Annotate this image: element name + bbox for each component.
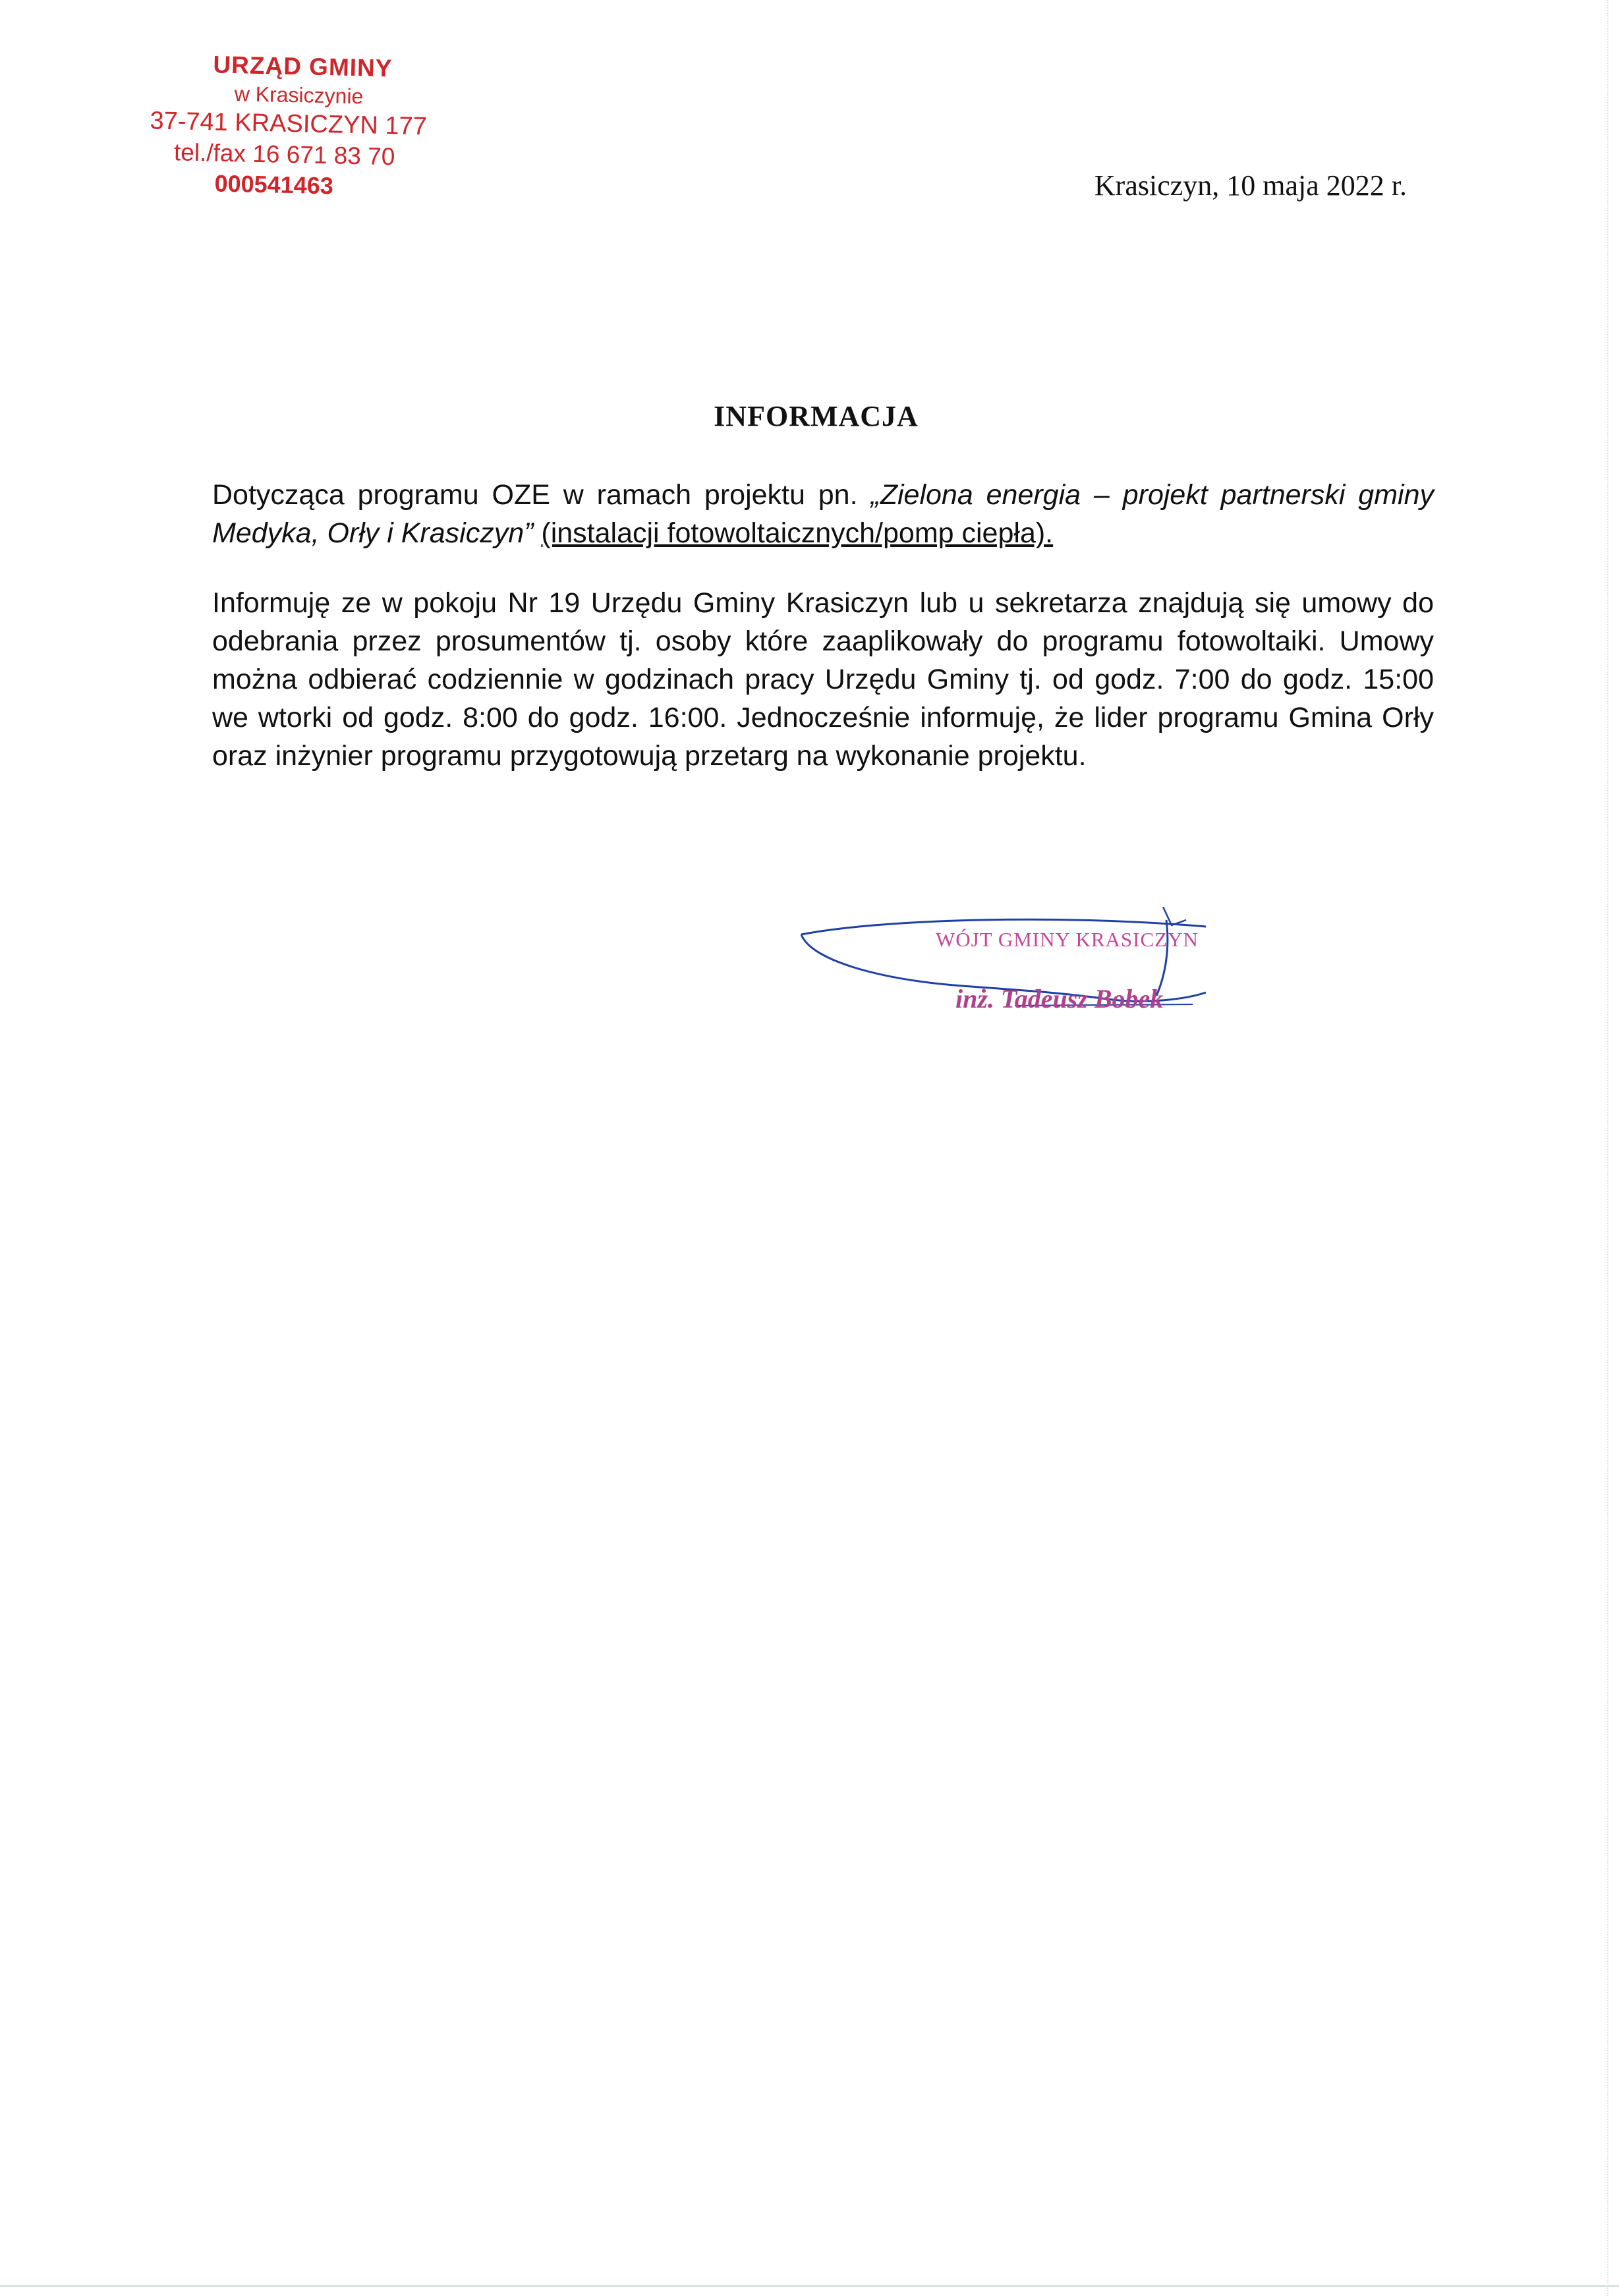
subject-space [533, 517, 541, 549]
document-date: Krasiczyn, 10 maja 2022 r. [1094, 169, 1407, 202]
scan-edge-bottom [0, 2285, 1619, 2287]
installation-type: (instalacji fotowoltaicznych/pomp ciepła). [541, 517, 1054, 549]
signature-block [797, 907, 1259, 1039]
title-text: INFORMACJA [714, 400, 919, 432]
paragraph-subject [212, 476, 1434, 552]
stamp-line-office: URZĄD GMINY [213, 51, 393, 82]
signature-scribble [797, 907, 1259, 1039]
stamp-line-regon: 000541463 [214, 169, 334, 200]
stamp-line-phone: tel./fax 16 671 83 70 [173, 138, 395, 171]
stamp-line-location: w Krasiczynie [234, 82, 364, 109]
project-name: „Zielona energia – projekt partnerski gminy Medyka, Orły i Krasiczyn” [212, 479, 1434, 549]
document-title [0, 399, 1619, 433]
stamp-line-address: 37-741 KRASICZYN 177 [150, 107, 428, 141]
office-stamp [102, 47, 474, 204]
subject-prefix: Dotycząca programu OZE w ramach projektu pn. [212, 479, 871, 511]
scan-edge-right [1606, 0, 1608, 2296]
signature-stamp-title: WÓJT GMINY KRASICZYN [936, 928, 1199, 951]
signature-stamp-name: inż. Tadeusz Bobek [955, 984, 1164, 1014]
paragraph-body: Informuję ze w pokoju Nr 19 Urzędu Gminy Krasiczyn lub u sekretarza znajdują się umowy do odebrania przez prosumentów tj. osoby które zaaplikowały do programu fotowoltaiki. Umowy można odbierać codziennie w godzinach pracy Urzędu Gminy tj. od godz. 7:00 do godz. 15:00 we wtorki od godz. 8:00 do godz. 16:00. Jednocześnie informuję, że lider programu Gmina Orły oraz inżynier programu przygotowują przetarg na wykonanie projektu. [212, 587, 1434, 772]
